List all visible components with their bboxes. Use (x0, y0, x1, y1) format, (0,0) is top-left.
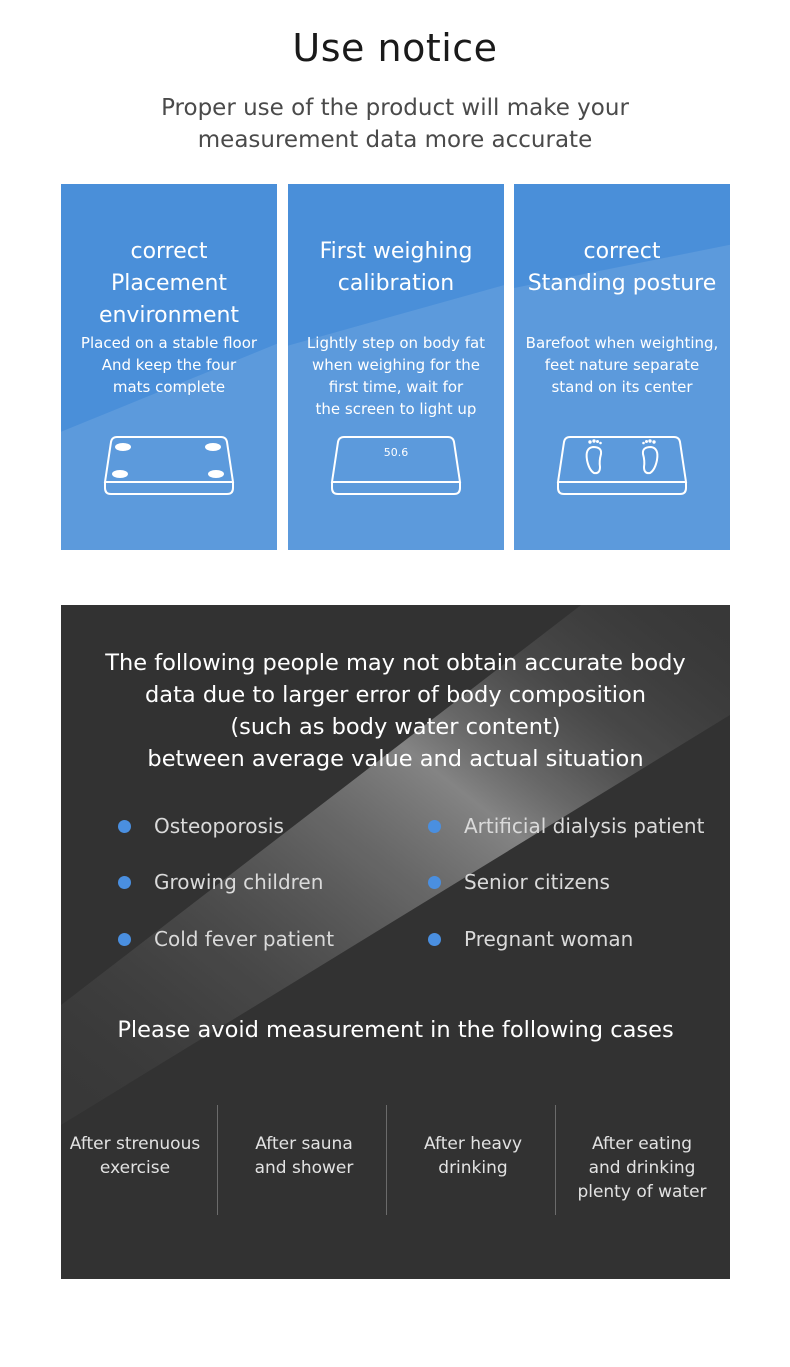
card-description: Placed on a stable floor And keep the four mats complete (80, 334, 258, 396)
condition-item: Artificial dialysis patient (428, 811, 704, 841)
right-foot-icon (642, 439, 657, 473)
case-item: After strenuous exercise (69, 1134, 201, 1178)
condition-item: Senior citizens (428, 867, 610, 897)
divider (217, 1105, 218, 1215)
condition-item: Pregnant woman (428, 924, 633, 954)
subtitle-line: measurement data more accurate (197, 127, 593, 153)
card-title: First weighing calibration (319, 239, 473, 296)
page-title: Use notice (292, 26, 498, 70)
scale-footprints-icon (552, 434, 692, 504)
avoid-title: Please avoid measurement in the following cases (117, 1017, 674, 1043)
bullet-icon (428, 820, 441, 833)
scale-four-mats-icon (99, 434, 239, 504)
condition-item: Growing children (118, 867, 323, 897)
bullet-icon (428, 876, 441, 889)
subtitle-line: Proper use of the product will make your (161, 95, 629, 121)
bullet-icon (118, 933, 131, 946)
card-standing-posture (514, 184, 730, 550)
card-first-weighing (288, 184, 504, 550)
warning-title: The following people may not obtain accurate body data due to larger error of body composition (such as body water content) between average value and actual situation (105, 650, 686, 772)
warning-panel (61, 605, 730, 1279)
card-title: correct Standing posture (527, 239, 717, 296)
case-item: After sauna and shower (254, 1134, 354, 1178)
divider (555, 1105, 556, 1215)
divider (386, 1105, 387, 1215)
left-foot-icon (587, 439, 602, 473)
card-description: Barefoot when weighting, feet nature separate stand on its center (525, 334, 719, 396)
card-description: Lightly step on body fat when weighing for the first time, wait for the screen to light up (306, 334, 486, 418)
bullet-icon (428, 933, 441, 946)
condition-item: Cold fever patient (118, 924, 334, 954)
scale-display-icon (326, 434, 466, 504)
card-title: correct Placement environment (98, 239, 240, 328)
card-placement-environment (61, 184, 277, 550)
page-subtitle (0, 92, 790, 156)
condition-item: Osteoporosis (118, 811, 284, 841)
bullet-icon (118, 820, 131, 833)
case-item: After heavy drinking (424, 1134, 522, 1178)
scale-display-value: 50.6 (383, 446, 409, 459)
case-item: After eating and drinking plenty of water (577, 1134, 707, 1202)
bullet-icon (118, 876, 131, 889)
